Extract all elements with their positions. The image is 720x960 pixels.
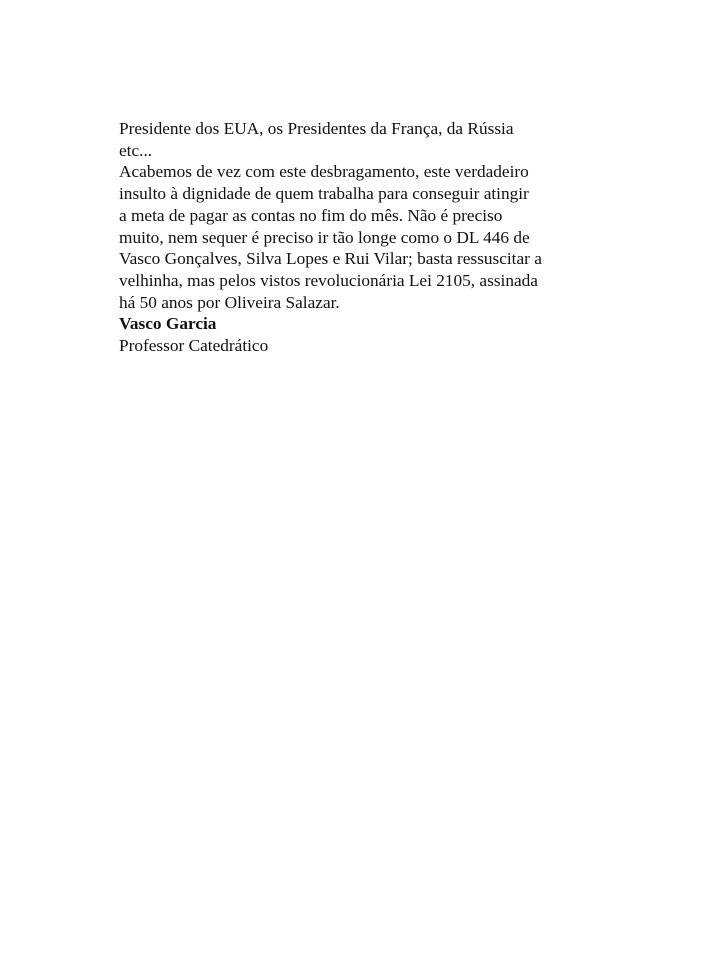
document-body <box>119 118 619 357</box>
text-line: há 50 anos por Oliveira Salazar. <box>119 292 340 312</box>
text-line: Presidente dos EUA, os Presidentes da França, da Rússia <box>119 119 514 138</box>
text-line: Vasco Gonçalves, Silva Lopes e Rui Vilar; basta ressuscitar a <box>119 249 542 269</box>
author-title: Professor Catedrático <box>119 336 269 356</box>
text-line: a meta de pagar as contas no fim do mês. Não é preciso <box>119 205 503 225</box>
text-line: etc... <box>119 140 153 160</box>
text-line: insulto à dignidade de quem trabalha para conseguir atingir <box>119 184 529 204</box>
author-name: Vasco Garcia <box>119 314 217 334</box>
text-line: Acabemos de vez com este desbragamento, este verdadeiro <box>119 162 529 182</box>
text-line: muito, nem sequer é preciso ir tão longe como o DL 446 de <box>119 227 530 247</box>
text-line: velhinha, mas pelos vistos revolucionária Lei 2105, assinada <box>119 270 538 290</box>
